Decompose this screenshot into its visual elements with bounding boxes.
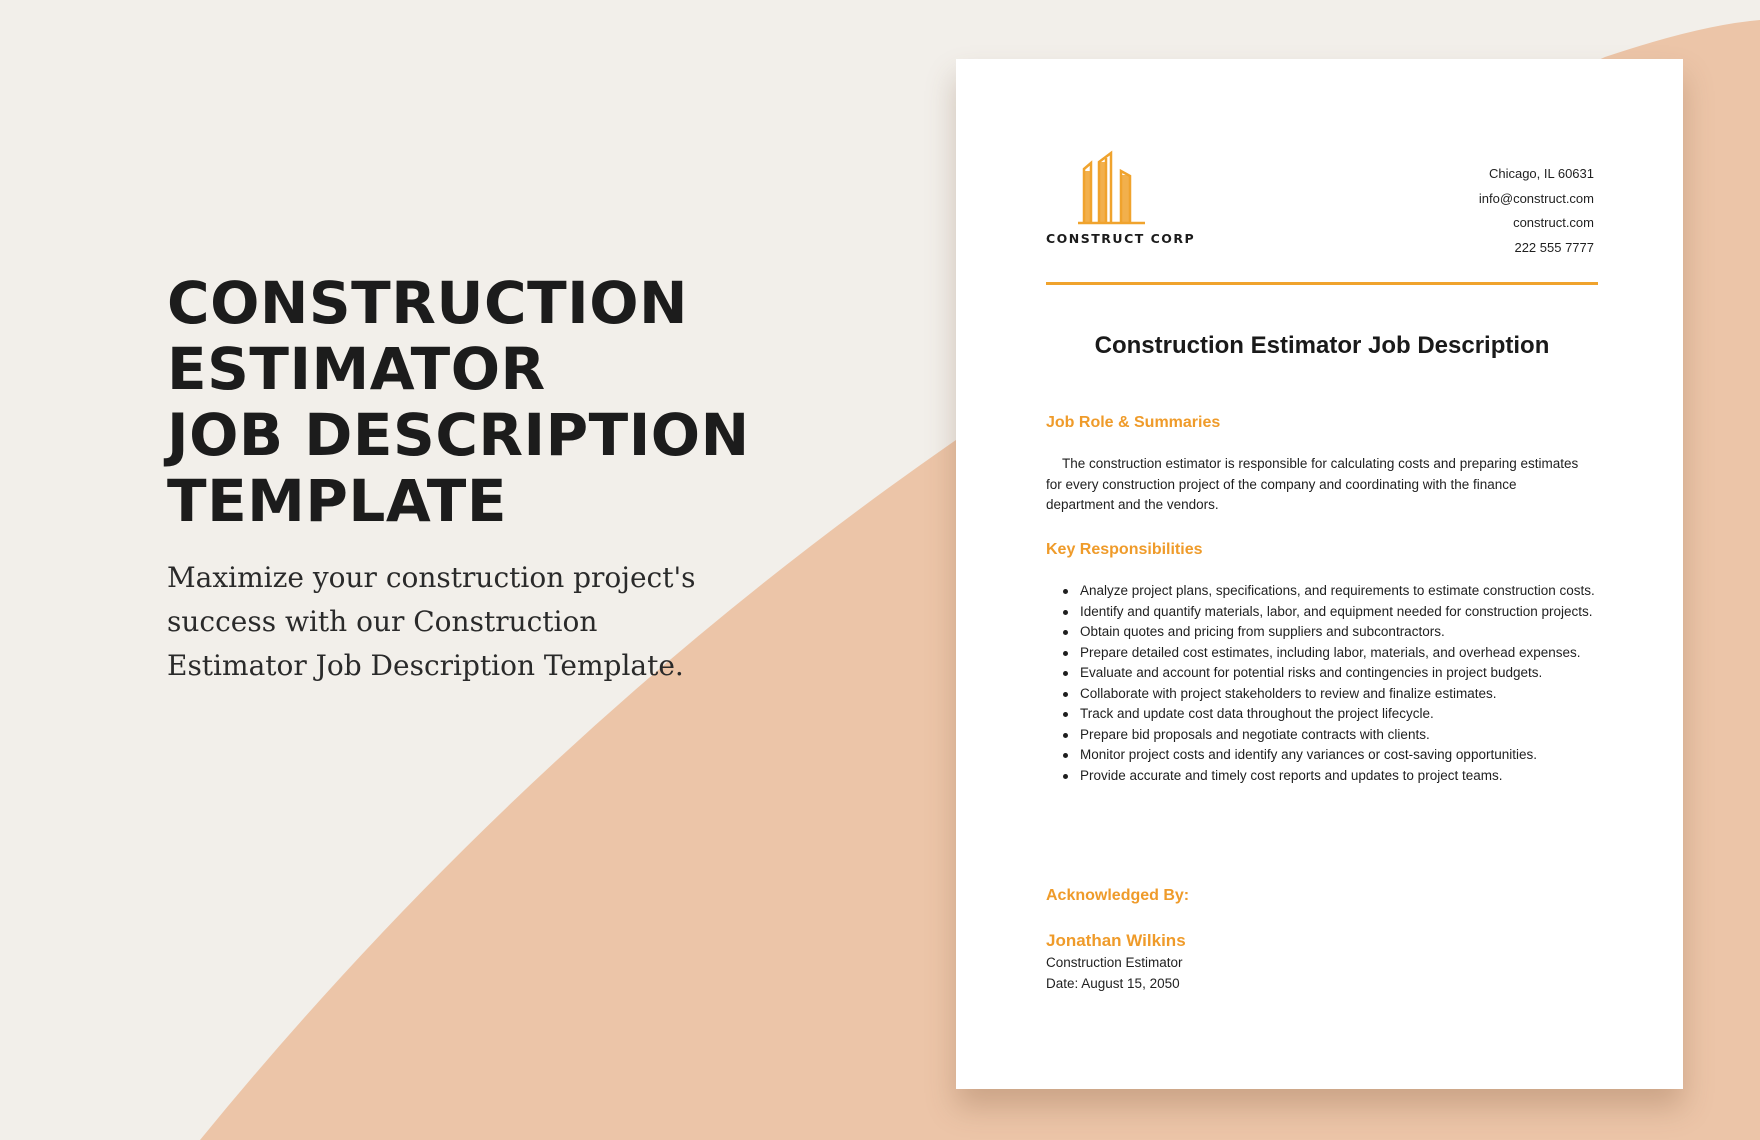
promo-title-line: TEMPLATE bbox=[167, 467, 507, 535]
list-item: Provide accurate and timely cost reports and updates to project teams. bbox=[1046, 766, 1601, 787]
responsibilities-list bbox=[1046, 581, 1601, 786]
building-icon bbox=[1075, 149, 1149, 225]
contact-address: Chicago, IL 60631 bbox=[1488, 166, 1594, 181]
logo-text: CONSTRUCT CORP bbox=[1046, 231, 1196, 246]
signer-name: Jonathan Wilkins bbox=[1046, 931, 1186, 950]
contact-phone: 222 555 7777 bbox=[1514, 239, 1594, 255]
list-item: Analyze project plans, specifications, and requirements to estimate construction costs. bbox=[1046, 581, 1601, 602]
company-logo bbox=[1046, 149, 1196, 246]
list-item: Evaluate and account for potential risks and contingencies in project budgets. bbox=[1046, 663, 1601, 684]
contact-email: info@construct.com bbox=[1478, 190, 1594, 206]
promo-block bbox=[167, 270, 767, 688]
acknowledged-heading: Acknowledged By: bbox=[1046, 887, 1190, 904]
header-divider bbox=[1046, 282, 1598, 285]
list-item: Prepare bid proposals and negotiate contracts with clients. bbox=[1046, 725, 1601, 746]
contact-block bbox=[1479, 163, 1594, 261]
promo-title bbox=[167, 270, 767, 534]
list-item: Track and update cost data throughout the project lifecycle. bbox=[1046, 704, 1601, 725]
promo-title-line: CONSTRUCTION bbox=[167, 269, 689, 337]
list-item: Monitor project costs and identify any variances or cost-saving opportunities. bbox=[1046, 745, 1601, 766]
signer-role: Construction Estimator bbox=[1046, 955, 1183, 970]
job-role-heading: Job Role & Summaries bbox=[1046, 414, 1221, 431]
promo-title-line: ESTIMATOR bbox=[167, 335, 546, 403]
promo-title-line: JOB DESCRIPTION bbox=[167, 401, 750, 469]
job-role-text: The construction estimator is responsible for calculating costs and preparing estimates for every construction project of the company and coordinating with the finance department and the vendors. bbox=[1046, 456, 1579, 512]
document-title: Construction Estimator Job Description bbox=[1094, 332, 1550, 359]
promo-subtitle: Maximize your construction project's success with our Construction Estimator Job Description Template. bbox=[167, 561, 696, 682]
contact-website: construct.com bbox=[1513, 215, 1594, 230]
list-item: Identify and quantify materials, labor, and equipment needed for construction projects. bbox=[1046, 602, 1601, 623]
document-page bbox=[956, 59, 1683, 1089]
list-item: Obtain quotes and pricing from suppliers and subcontractors. bbox=[1046, 622, 1601, 643]
responsibilities-heading: Key Responsibilities bbox=[1046, 541, 1203, 558]
list-item: Collaborate with project stakeholders to review and finalize estimates. bbox=[1046, 684, 1601, 705]
signer-date: Date: August 15, 2050 bbox=[1046, 976, 1180, 991]
list-item: Prepare detailed cost estimates, including labor, materials, and overhead expenses. bbox=[1046, 643, 1601, 664]
